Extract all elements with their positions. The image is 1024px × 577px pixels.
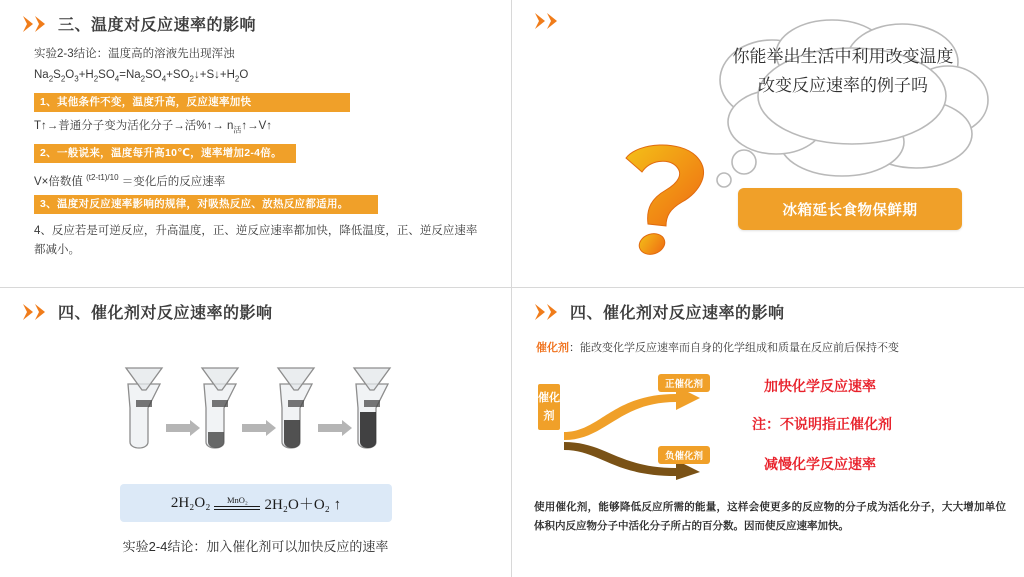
conclusion-text: 实验2-3结论：温度高的溶液先出现浑浊 xyxy=(34,48,235,60)
experiment-caption: 实验2-4结论：加入催化剂可以加快反应的速率 xyxy=(122,539,389,554)
double-chevron-icon xyxy=(22,303,50,321)
slide-temperature xyxy=(0,0,512,288)
question-mark-icon xyxy=(608,140,728,260)
double-line-icon xyxy=(214,505,260,512)
negative-catalyst-tag: 负催化剂 xyxy=(658,446,710,464)
heading-text: 四、催化剂对反应速率的影响 xyxy=(58,305,273,322)
slide-heading xyxy=(22,12,256,35)
question-text: 你能举出生活中利用改变温度改变反应速率的例子吗 xyxy=(732,47,954,95)
catalyst-label: MnO₂ xyxy=(226,494,248,505)
paragraph-text: 4、反应若是可逆反应，升高温度，正、逆反应速率都加快，降低温度，正、逆反应速率都减小。 xyxy=(34,225,478,257)
decomposition-formula xyxy=(171,493,341,514)
flask-sequence-illustration xyxy=(108,350,408,470)
note-text xyxy=(752,414,892,434)
catalyst-definition xyxy=(536,340,1004,357)
effect-slow-text: 减慢化学反应速率 xyxy=(764,456,876,472)
branching-arrows-illustration xyxy=(556,384,716,480)
rule-bar-3: 3、温度对反应速率影响的规律，对吸热反应、放热反应都适用。 xyxy=(34,195,378,214)
catalyst-over-arrow xyxy=(214,495,260,512)
double-chevron-icon xyxy=(534,12,562,30)
slide-catalyst-experiment xyxy=(0,288,512,577)
note-rest: 不说明指正催化剂 xyxy=(780,416,892,432)
slide-heading xyxy=(534,12,570,30)
reaction-equation: $Na_2S_2O_3+H_2SO_4=Na_2SO_4+SO_2↓+S↓+H_2O$ xyxy=(34,69,249,84)
effect-fast-text: 加快化学反应速率 xyxy=(764,378,876,394)
slide-catalyst-theory xyxy=(512,288,1024,577)
definition-rest: ：能改变化学反应速率而自身的化学组成和质量在反应前后保持不变 xyxy=(569,342,899,354)
positive-catalyst-tag: 正催化剂 xyxy=(658,374,710,392)
rule-bar-2: 2、一般说来，温度每升高10℃，速率增加2-4倍。 xyxy=(34,144,296,163)
formula-left: 2H₂O₂ xyxy=(170,494,211,511)
temperature-body xyxy=(34,46,486,272)
formula-right: 2H₂O＋O₂ ↑ xyxy=(264,496,342,513)
double-chevron-icon xyxy=(534,303,562,321)
note-prefix: 注： xyxy=(752,416,780,432)
definition-keyword: 催化剂 xyxy=(536,342,569,354)
slide-question xyxy=(512,0,1024,288)
heading-text: 三、温度对反应速率的影响 xyxy=(58,17,257,34)
slide-heading xyxy=(22,300,273,323)
slide-heading xyxy=(534,300,785,323)
decomposition-equation-box xyxy=(120,484,392,522)
heading-text: 四、催化剂对反应速率的影响 xyxy=(570,305,785,322)
example-button[interactable]: 冰箱延长食物保鲜期 xyxy=(738,188,962,230)
mechanism-text: T↑→普通分子变为活化分子→活%↑→ $n_活↑\to V↑$ xyxy=(34,120,273,135)
catalyst-footer-text: 使用催化剂，能够降低反应所需的能量，这样会使更多的反应物的分子成为活化分子，大大增加单位体积内反应物分子中活化分子所占的百分数。因而使反应速率加快。 xyxy=(534,501,1006,532)
double-chevron-icon xyxy=(22,15,50,33)
rate-rule-text: V×倍数值 $^{(t2-t1)/10}$ ＝变化后的反应速率 xyxy=(34,172,226,188)
rule-bar-1: 1、其他条件不变，温度升高，反应速率加快 xyxy=(34,93,350,112)
catalyst-vertical-label: 催化剂 xyxy=(538,384,560,430)
